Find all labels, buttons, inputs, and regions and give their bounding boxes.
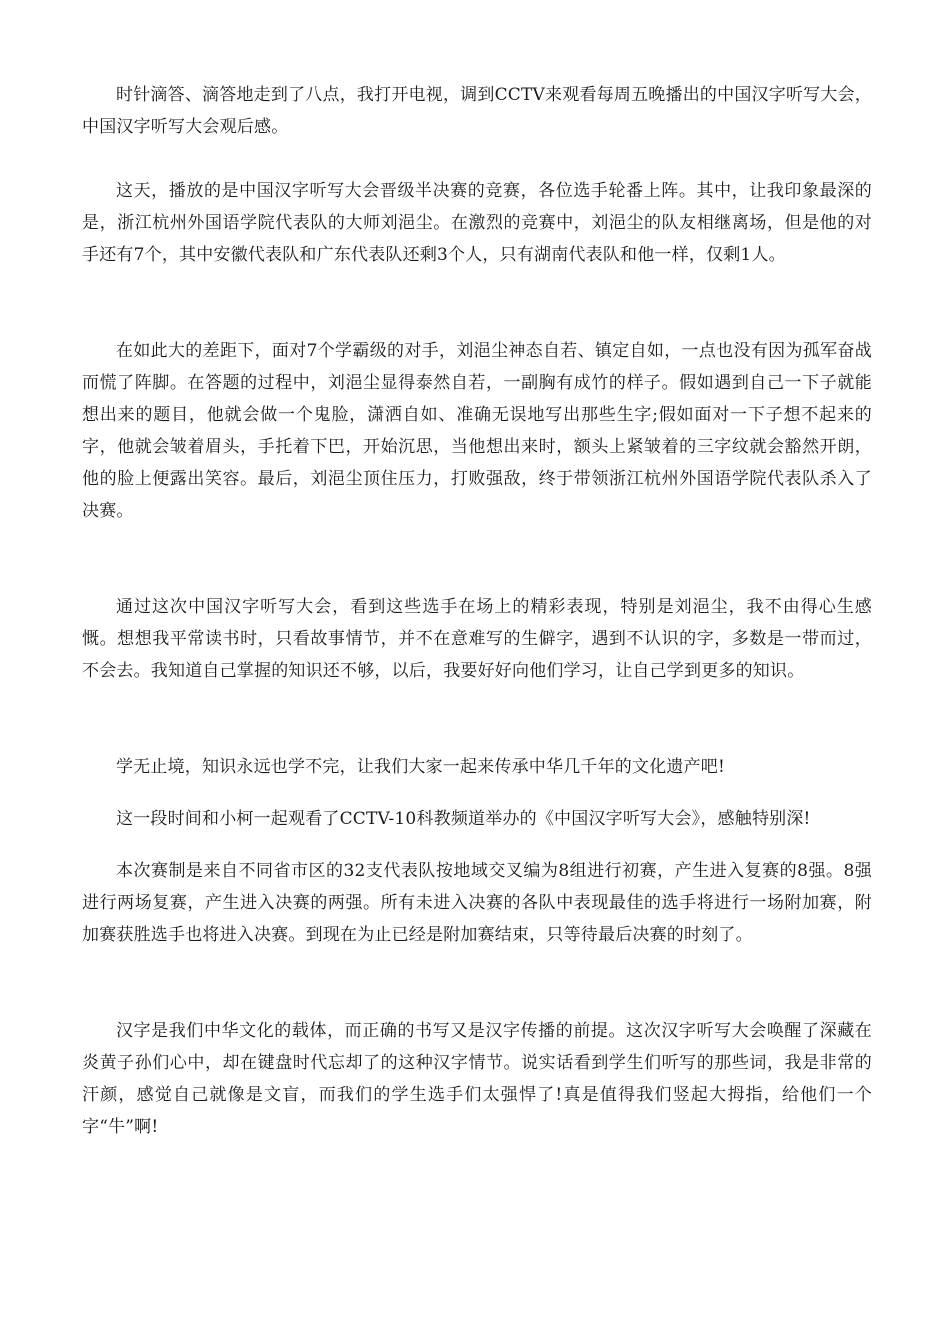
paragraph-8: 汉字是我们中华文化的载体，而正确的书写又是汉字传播的前提。这次汉字听写大会唤醒了深藏在炎黄子孙们心中，却在键盘时代忘却了的这种汉字情节。说实话看到学生们听写的那些词，我是非常的汗颜，感觉自己就像是文盲，而我们的学生选手们太强悍了!真是值得我们竖起大拇指，给他们一个字“牛”啊! [82, 1021, 872, 1137]
paragraph-4: 通过这次中国汉字听写大会，看到这些选手在场上的精彩表现，特别是刘浥尘，我不由得心生感慨。想想我平常读书时，只看故事情节，并不在意难写的生僻字，遇到不认识的字，多数是一带而过，不会去。我知道自己掌握的知识还不够，以后，我要好好向他们学习，让自己学到更多的知识。 [82, 597, 872, 681]
paragraph-2: 这天，播放的是中国汉字听写大会晋级半决赛的竞赛，各位选手轮番上阵。其中，让我印象最深的是，浙江杭州外国语学院代表队的大师刘浥尘。在激烈的竞赛中，刘浥尘的队友相继离场，但是他的对手还有7个，其中安徽代表队和广东代表队还剩3个人，只有湖南代表队和他一样，仅剩1人。 [82, 181, 872, 265]
paragraph-3: 在如此大的差距下，面对7个学霸级的对手，刘浥尘神态自若、镇定自如，一点也没有因为孤军奋战而慌了阵脚。在答题的过程中，刘浥尘显得泰然自若，一副胸有成竹的样子。假如遇到自己一下子就能想出来的题目，他就会做一个鬼脸，潇洒自如、准确无误地写出那些生字;假如面对一下子想不起来的字，他就会皱着眉头，手托着下巴，开始沉思，当他想出来时，额头上紧皱着的三字纹就会豁然开朗，他的脸上便露出笑容。最后，刘浥尘顶住压力，打败强敌，终于带领浙江杭州外国语学院代表队杀入了决赛。 [82, 341, 872, 521]
paragraph-7: 本次赛制是来自不同省市区的32支代表队按地域交叉编为8组进行初赛，产生进入复赛的8强。8强进行两场复赛，产生进入决赛的两强。所有未进入决赛的各队中表现最佳的选手将进行一场附加赛，附加赛获胜选手也将进入决赛。到现在为止已经是附加赛结束，只等待最后决赛的时刻了。 [82, 861, 872, 945]
paragraph-6: 这一段时间和小柯一起观看了CCTV-10科教频道举办的《中国汉字听写大会》，感触特别深! [116, 809, 811, 829]
paragraph-5: 学无止境，知识永远也学不完，让我们大家一起来传承中华几千年的文化遗产吧! [116, 757, 726, 777]
paragraph-1: 时针滴答、滴答地走到了八点，我打开电视，调到CCTV来观看每周五晚播出的中国汉字听写大会，中国汉字听写大会观后感。 [82, 85, 872, 137]
